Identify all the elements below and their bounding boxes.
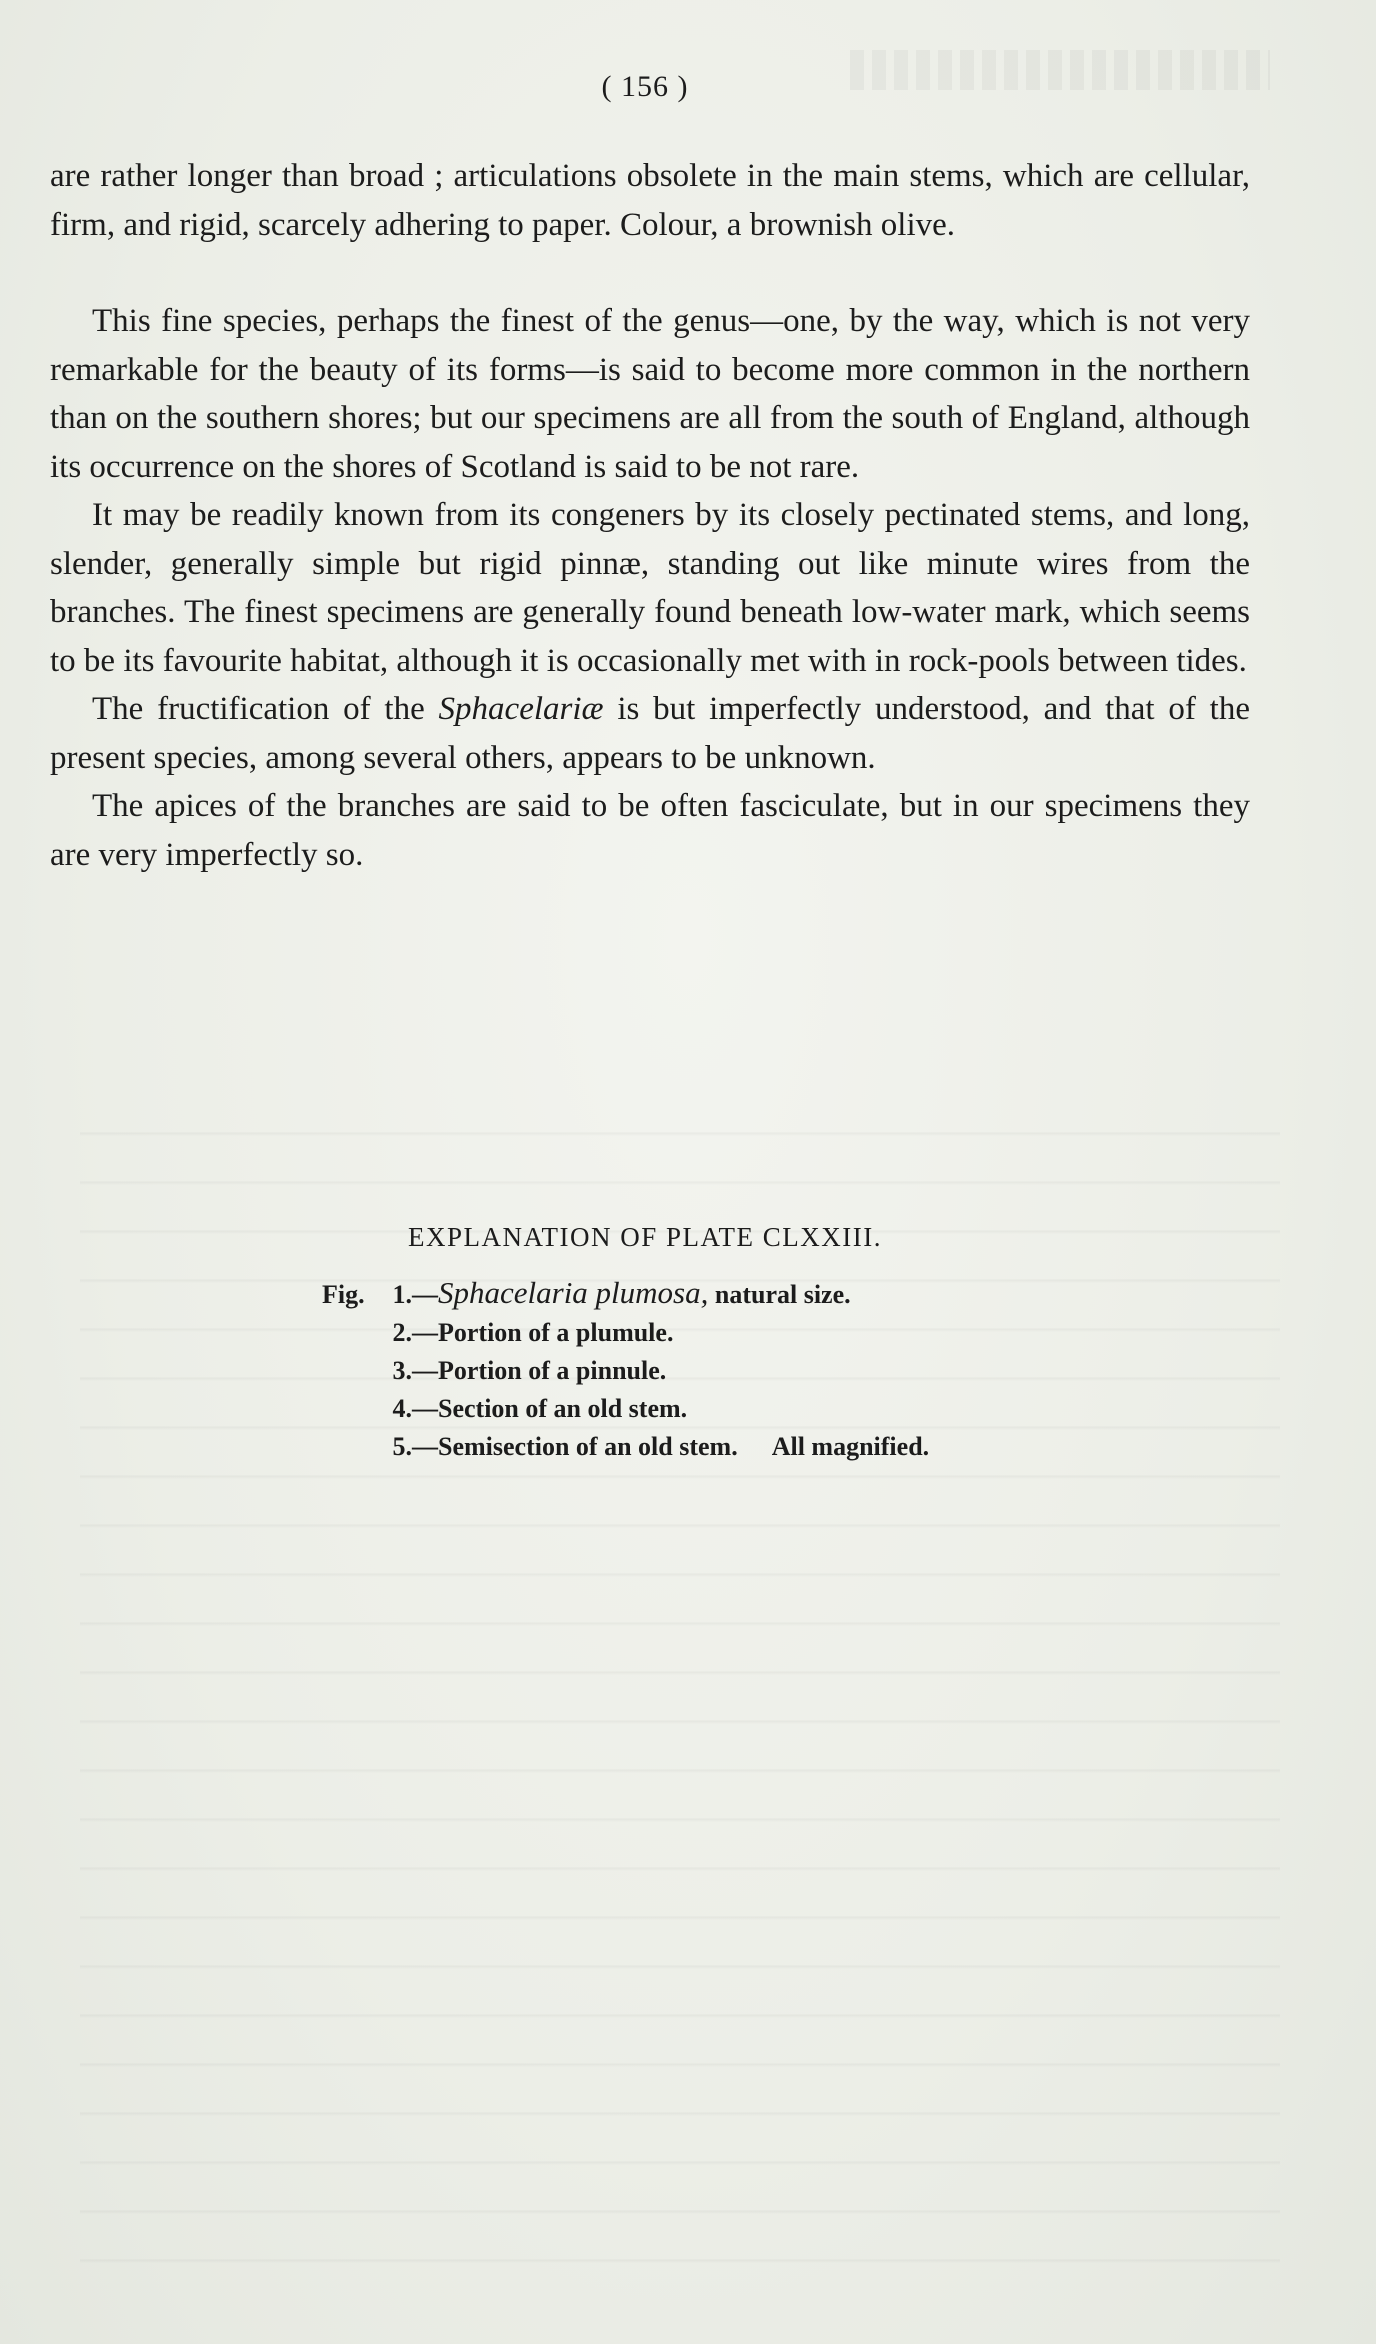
genus-name-italic: Sphacelariæ — [438, 691, 604, 727]
figure-tail: All magnified. — [771, 1432, 930, 1461]
figure-item — [322, 1390, 929, 1428]
plate-heading: EXPLANATION OF PLATE CLXXIII. — [408, 1222, 882, 1252]
figure-prefix: Fig. — [322, 1280, 365, 1309]
figure-number: 3. — [392, 1356, 412, 1385]
figure-dash: — — [412, 1432, 438, 1461]
figure-dash: — — [412, 1394, 438, 1423]
figure-species-italic: Sphacelaria plumosa, — [438, 1275, 709, 1310]
body-text — [50, 152, 1250, 879]
paragraph-species-distribution: This fine species, perhaps the finest of the genus—one, by the way, which is not very remarkable for the beauty of its forms—is said to become more common in the northern than on the southern shores; but our specimens are all from the south of England, although its occurrence on the shores of Scotland is said to be not rare. — [50, 303, 1250, 485]
figure-number: 2. — [392, 1318, 412, 1347]
figure-item — [322, 1314, 929, 1352]
figure-item — [322, 1274, 929, 1314]
figure-text: Section of an old stem. — [438, 1394, 688, 1423]
figure-item — [322, 1352, 929, 1390]
figure-dash: — — [412, 1318, 438, 1347]
figure-text: Semisection of an old stem. — [438, 1432, 738, 1461]
page-number: ( 156 ) — [601, 70, 689, 103]
fructification-text-after: is but imperfectly understood, and that of the present species, among several others, appears to be unknown. — [50, 691, 1250, 776]
figure-text: natural size. — [708, 1280, 851, 1309]
paragraph-fructification — [50, 685, 1250, 782]
paragraph-identification: It may be readily known from its congeners by its closely pectinated stems, and long, slender, generally simple but rigid pinnæ, standing out like minute wires from the branches. The finest specimens are generally found beneath low-water mark, which seems to be its favourite habitat, although it is occasionally met with in rock-pools between tides. — [50, 497, 1250, 679]
fructification-text-before: The fructification of the — [92, 691, 439, 727]
paragraph-apices: The apices of the branches are said to be often fasciculate, but in our specimens they are very imperfectly so. — [50, 788, 1250, 873]
figure-dash: — — [412, 1356, 438, 1385]
figure-number: 4. — [392, 1394, 412, 1423]
figure-item — [322, 1428, 929, 1466]
paragraph-description-continued: are rather longer than broad ; articulations obsolete in the main stems, which are cellular, firm, and rigid, scarcely adhering to paper. Colour, a brownish olive. — [50, 158, 1250, 243]
figure-list — [322, 1274, 929, 1466]
figure-text: Portion of a pinnule. — [438, 1356, 667, 1385]
figure-number: 5. — [392, 1432, 412, 1461]
figure-dash: — — [412, 1280, 438, 1309]
figure-text: Portion of a plumule. — [438, 1318, 674, 1347]
figure-number: 1. — [392, 1280, 412, 1309]
